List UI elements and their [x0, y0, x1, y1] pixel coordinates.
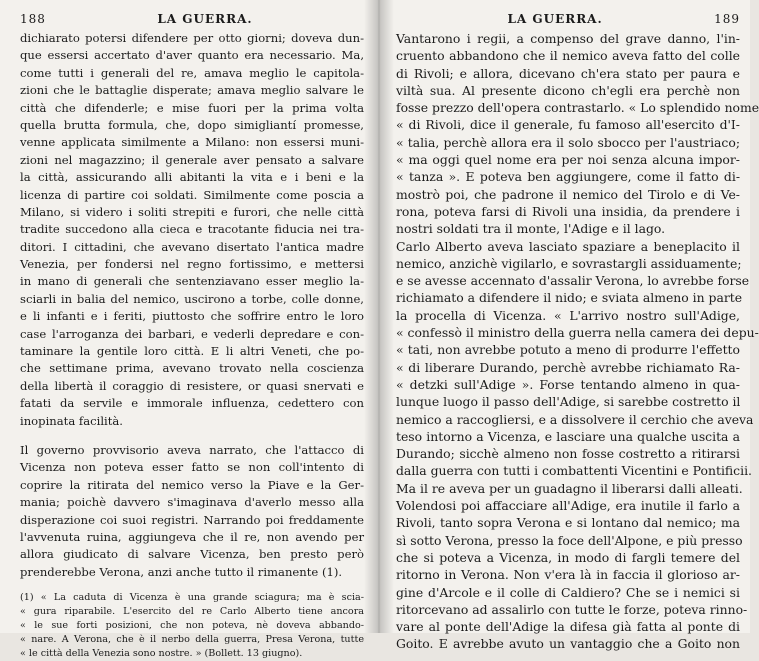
- text-line: taminare la gentile loro città. E li altri Veneti, che po-: [20, 344, 364, 359]
- footnote-line: « gura riparabile. L'esercito del re Carlo Alberto tiene ancora: [20, 606, 364, 618]
- text-line: « tanza ». E poteva ben aggiungere, come il fatto di-: [396, 169, 740, 185]
- left-page-number: 188: [20, 12, 46, 26]
- right-page: [374, 0, 759, 652]
- text-line: « talia, perchè allora era il solo sbocco per l'austriaco;: [396, 134, 740, 150]
- text-line: cruento abbandono che il nemico aveva fatto del colle: [396, 48, 740, 64]
- text-line: e se avesse accennato d'assalir Verona, lo avrebbe forse: [396, 273, 750, 289]
- text-line: case l'arroganza dei barbari, e vederli depredare e con-: [20, 326, 364, 341]
- text-line: licenza di partire coi soldati. Similmente come poscia a: [20, 187, 364, 202]
- right-page-body: [396, 30, 759, 653]
- text-line: ditori. I cittadini, che avevano disertato l'antica madre: [20, 239, 364, 254]
- text-line: nemico, anzichè vigilarlo, e sovrastargli assiduamente;: [396, 255, 742, 271]
- text-line: quella brutta formula, che, dopo simigliantí promesse,: [20, 117, 364, 132]
- text-line: fosse prezzo dell'opera contrastarlo. « Lo splendido nome: [396, 100, 759, 116]
- text-line: « di liberare Durando, perchè avrebbe richiamato Ra-: [396, 359, 740, 375]
- text-line: « tati, non avrebbe potuto a meno di produrre l'effetto: [396, 342, 740, 358]
- text-line: « confessò il ministro della guerra nella camera dei depu-: [396, 325, 759, 341]
- text-line: città che difenderle; e mise fuori per la prima volta: [20, 100, 364, 115]
- text-line: tradite succedono alla cieca e tracotante fiducia nei tra-: [20, 222, 364, 237]
- text-line: e li infanti e i feriti, piuttosto che soffrire entro le loro: [20, 309, 364, 324]
- text-line: Milano, si videro i soliti strepiti e furori, che nelle città: [20, 204, 364, 219]
- text-line: venne applicata similmente a Milano: non essersi muni-: [20, 135, 364, 150]
- text-line: zioni nel magazzino; il generale aver pensato a salvare: [20, 152, 364, 167]
- text-line: Goito. E avrebbe avuto un vantaggio che a Goito non: [396, 636, 740, 652]
- text-line: inopinata facilità.: [20, 413, 123, 428]
- text-line: que essersi accertato d'aver quanto era necessario. Ma,: [20, 48, 364, 63]
- text-line: sciarli in balia del nemico, uscirono a torbe, colle donne,: [20, 291, 364, 306]
- text-line: viltà sua. Al presente dicono ch'egli era perchè non: [396, 82, 740, 98]
- text-line: mania; poichè davvero s'imaginava d'averlo messo alla: [20, 495, 364, 510]
- text-line: mostrò poi, che padrone il nemico del Tirolo e di Ve-: [396, 186, 740, 202]
- text-line: vare al ponte dell'Adige la difesa già fatta al ponte di: [396, 619, 740, 635]
- text-line: « detzki sull'Adige ». Forse tentando almeno in qua-: [396, 376, 740, 392]
- text-line: ritorcevano ad assalirlo con tutte le forze, poteva rinno-: [396, 601, 748, 617]
- text-line: rona, poteva farsi di Rivoli una insidia, da prendere i: [396, 203, 740, 219]
- text-line: disperazione coi suoi registri. Narrando poi freddamente: [20, 512, 364, 527]
- text-line: dalla guerra con tutti i combattenti Vicentini e Pontificii.: [396, 463, 752, 479]
- text-line: fatati da servile e immorale influenza, cedettero con: [20, 396, 364, 411]
- footnote-line: « le città della Venezia sono nostre. » (Bollett. 13 giugno).: [20, 648, 303, 660]
- text-line: di Rivoli; e allora, dicevano ch'era stato per paura e: [396, 65, 740, 81]
- text-line: gine d'Arcole e il colle di Caldiero? Che se i nemici si: [396, 584, 740, 600]
- text-line: teso intorno a Vicenza, e lasciare una qualche uscita a: [396, 428, 740, 444]
- text-line: la procella di Vicenza. « L'arrivo nostro sull'Adige,: [396, 307, 740, 323]
- footnote-line: « le sue forti posizioni, che non poteva, nè doveva abbando-: [20, 620, 364, 632]
- right-page-number: 189: [714, 12, 740, 26]
- text-line: Venezia, per fondersi nel regno fortissimo, e mettersi: [20, 257, 364, 272]
- footnote-line: (1) « La caduta di Vicenza è una grande sciagura; ma è scia-: [20, 592, 364, 604]
- text-line: che settimane prima, avevano trovato nella coscienza: [20, 361, 364, 376]
- text-line: « di Rivoli, dice il generale, fu famoso all'esercito d'I-: [396, 117, 740, 133]
- text-line: in mano di generali che sentenziavano esser meglio la-: [20, 274, 364, 289]
- text-line: Durando; sicchè almeno non fosse costretto a ritirarsi: [396, 446, 740, 462]
- text-line: l'avvenuta ruina, aggiungeva che il re, non avendo per: [20, 529, 364, 544]
- left-page-body: [20, 30, 364, 581]
- right-running-title: LA GUERRA.: [507, 12, 603, 26]
- text-line: Vantarono i regii, a compenso del grave danno, l'in-: [396, 31, 740, 46]
- text-line: richiamato a difendere il nido; e sviata almeno in parte: [396, 290, 743, 306]
- text-line: dichiarato potersi difendere per otto giorni; doveva dun-: [20, 31, 364, 45]
- text-line: Vicenza non poteva esser fatto se non coll'intento di: [20, 460, 364, 475]
- text-line: prenderebbe Verona, anzi anche tutto il rimanente (1).: [20, 564, 343, 579]
- text-line: Volendosi poi affacciare all'Adige, era inutile il farlo a: [396, 498, 740, 514]
- text-line: « ma oggi quel nome era per noi senza alcuna impor-: [396, 152, 740, 168]
- text-line: della libertà il coraggio di resistere, or quasi snervati e: [20, 378, 364, 393]
- text-line: zioni che le battaglie disperate; amava meglio salvare le: [20, 83, 364, 98]
- left-page-header: [20, 12, 364, 28]
- left-footnote: [20, 591, 364, 661]
- text-line: Il governo provvisorio aveva narrato, che l'attacco di: [20, 442, 364, 457]
- text-line: coprire la ritirata del nemico verso la Piave e la Ger-: [20, 477, 364, 492]
- footnote-line: « nare. A Verona, che è il nerbo della guerra, Presa Verona, tutte: [20, 634, 364, 646]
- text-line: la città, assicurando alli abitanti la vita e i beni e la: [20, 170, 364, 185]
- left-running-title: LA GUERRA.: [157, 12, 253, 26]
- text-line: nostri soldati tra il monte, l'Adige e il lago.: [396, 221, 666, 237]
- right-page-header: [396, 12, 740, 28]
- text-line: Carlo Alberto aveva lasciato spaziare a beneplacito il: [396, 238, 740, 254]
- text-line: ritorno in Verona. Non v'era là in faccia il glorioso ar-: [396, 567, 740, 583]
- text-line: allora giudicato di salvare Vicenza, ben presto però: [20, 547, 364, 562]
- text-line: Ma il re aveva per un guadagno il liberarsi dalli alleati.: [396, 480, 743, 496]
- text-line: che si poteva a Vicenza, in modo di fargli temere del: [396, 549, 740, 565]
- left-page: [0, 0, 374, 660]
- text-line: lunque luogo il passo dell'Adige, si sarebbe costretto il: [396, 394, 741, 410]
- text-line: come tutti i generali del re, amava meglio le capitola-: [20, 65, 364, 80]
- text-line: nemico a raccogliersi, e a dissolvere il cerchio che aveva: [396, 411, 754, 427]
- text-line: sì sotto Verona, presso la foce dell'Alpone, e più presso: [396, 532, 743, 548]
- text-line: Rivoli, tanto sopra Verona e si lontano dal nemico; ma: [396, 515, 740, 531]
